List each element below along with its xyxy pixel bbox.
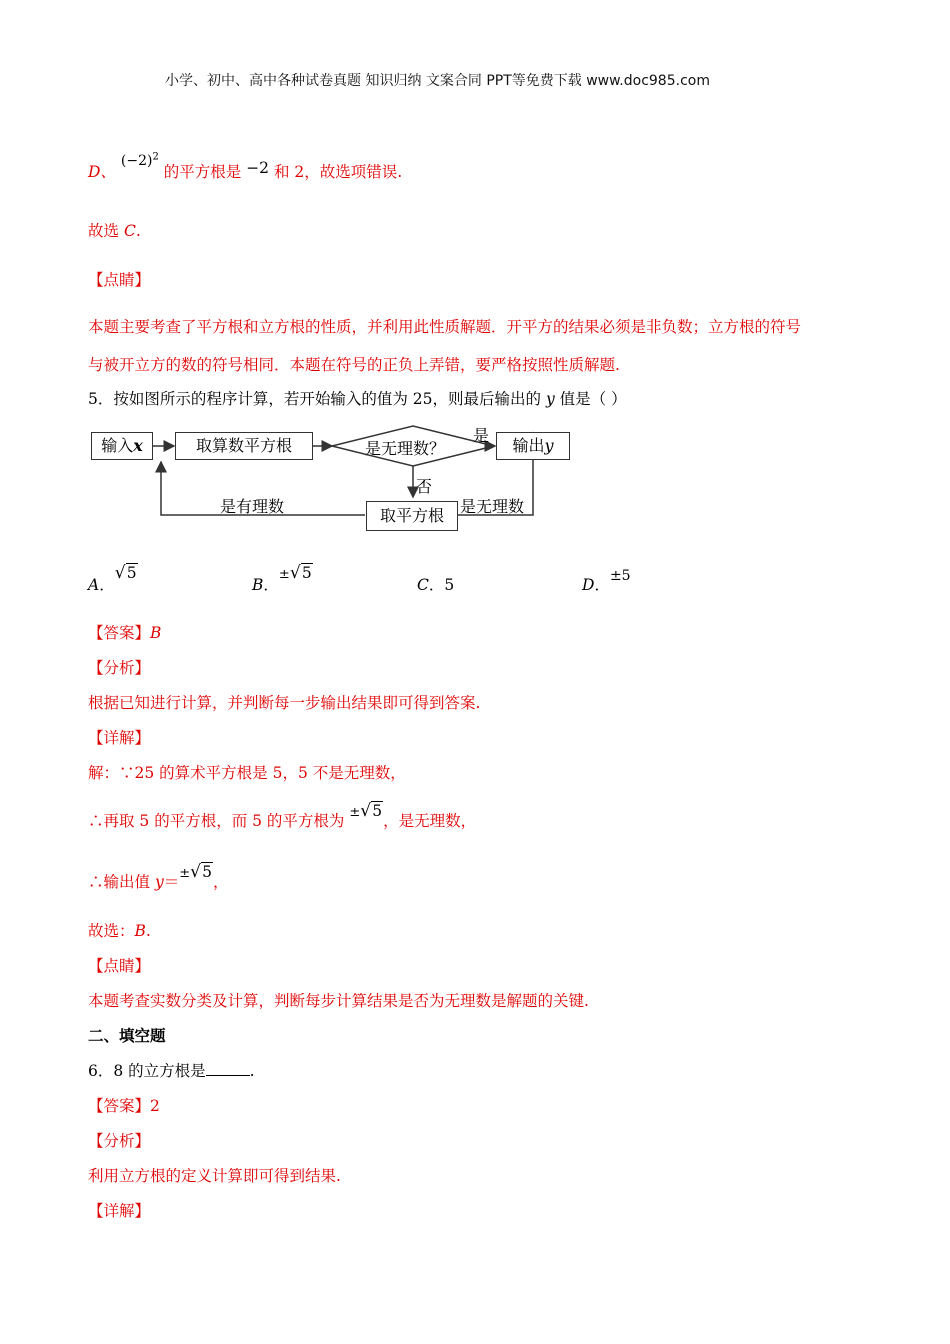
detail-5-line2-lead: ∴再取 5 的平方根，而 5 的平方根为 [88,812,350,830]
flow-irrational-label: 是无理数 [460,497,525,516]
detail-6-title: 【详解】 [88,1202,151,1220]
detail-5-line3-var: y [154,873,164,891]
conclusion-b [88,919,151,941]
flow-input-var: x [133,436,143,455]
analysis-5-title: 【分析】 [88,659,151,677]
detail-5-line3-lead: ∴输出值 [88,873,155,891]
answer-6-title: 【答案】 [88,1097,151,1115]
option-d: D．±5 [582,568,631,594]
option-c-label: C [417,576,429,594]
analysis-6-text: 利用立方根的定义计算即可得到结果. [88,1167,341,1185]
flow-yes-label: 是 [473,426,490,445]
option-a-radicand: 5 [126,564,137,582]
flow-take-sq-root-box: 取平方根 [366,501,458,531]
detail-5-line3-eq: ＝ [163,873,180,891]
detail-5-line3-expr: ± √ 5 [179,862,212,882]
detail-5-line3-radicand: 5 [202,863,212,881]
question-6 [88,1059,255,1081]
answer-6 [88,1094,160,1116]
section-2-title: 二、填空题 [88,1027,166,1045]
detail-5-title: 【详解】 [88,729,151,747]
answer-5 [88,621,161,643]
option-d-value: ±5 [609,568,631,584]
flow-rational-label: 是有理数 [220,497,285,516]
option-b-radicand: 5 [301,564,312,582]
flow-input-box [91,432,153,460]
page-header: 小学、初中、高中各种试卷真题 知识归纳 文案合同 PPT等免费下载 www.doc985.com [165,73,710,89]
d-option-expr [121,153,159,169]
detail-5-line3-tail: ， [213,873,229,891]
option-b-sign: ± [278,567,290,582]
tip1-line1: 本题主要考查了平方根和立方根的性质，并利用此性质解题．开平方的结果必须是非负数；立方根的符号 [88,318,802,336]
flow-check-label: 是无理数？ [365,439,446,458]
flow-no-label: 否 [416,477,433,496]
detail-5-line2-expr: ± √ 5 [349,801,383,821]
question-5 [88,387,627,409]
option-a: A． √ 5 [88,563,137,594]
flow-take-sqrt-box: 取算数平方根 [175,432,313,460]
option-b-expr: ± √ 5 [278,563,312,583]
tip5-text: 本题考查实数分类及计算，判断每步计算结果是否为无理数是解题的关键. [88,992,589,1010]
d-expr-exp: 2 [152,151,159,163]
option-a-radical: √ 5 [114,563,137,583]
conclusion-b-answer: B [134,922,146,940]
question-5-var: y [545,390,555,408]
d-option-line [88,151,403,182]
conclusion-c-lead: 故选 [88,222,124,240]
flow-input-label: 输入 [101,436,134,455]
tip1-line2: 与被开立方的数的符号相同．本题在符号的正负上弄错，要严格按照性质解题. [88,356,620,374]
option-b-label: B [252,576,264,594]
option-c: C．5 [417,576,455,594]
answer-5-title: 【答案】 [88,624,151,642]
answer-5-value: B [150,624,162,642]
flow-output-var: y [544,436,554,455]
answer-6-value: 2 [150,1097,160,1115]
option-a-label: A [88,576,100,594]
tip1-title: 【点睛】 [88,271,151,289]
conclusion-c-tail: . [135,222,141,240]
conclusion-c [88,219,141,241]
d-option-mid: 的平方根是 [163,163,247,181]
d-expr-paren: (−2) [120,153,153,169]
option-b: B．± √ 5 [252,563,312,594]
flow-output-label: 输出 [512,436,545,455]
d-option-prefix: D、 [88,163,116,181]
detail-5-line2-pm: ± [349,805,361,820]
detail-5-line3 [88,862,229,892]
d-option-rest: 和 2，故选项错误. [273,163,403,181]
detail-5-line3-pm: ± [179,866,191,881]
analysis-5-text: 根据已知进行计算，并判断每一步输出结果即可得到答案. [88,694,481,712]
flow-output-box [496,432,570,460]
conclusion-c-answer: C [123,222,136,240]
option-d-label: D [582,576,595,594]
detail-5-line1: 解：∵25 的算术平方根是 5，5 不是无理数， [88,764,406,782]
question-5-text: 5．按如图所示的程序计算，若开始输入的值为 25，则最后输出的 [88,390,546,408]
question-6-tail: . [249,1062,255,1080]
detail-5-line2 [88,801,477,831]
d-option-neg2: −2 [246,159,270,177]
option-c-value: 5 [444,576,455,594]
detail-5-line2-tail: ，是无理数， [383,812,477,830]
conclusion-b-lead: 故选： [88,922,135,940]
analysis-6-title: 【分析】 [88,1132,151,1150]
detail-5-line2-radicand: 5 [372,802,383,820]
tip5-title: 【点睛】 [88,957,151,975]
conclusion-b-tail: . [145,922,151,940]
question-6-text: 6．8 的立方根是 [88,1062,206,1080]
question-5-tail: 值是（ ） [554,390,627,408]
question-6-blank [206,1075,250,1076]
